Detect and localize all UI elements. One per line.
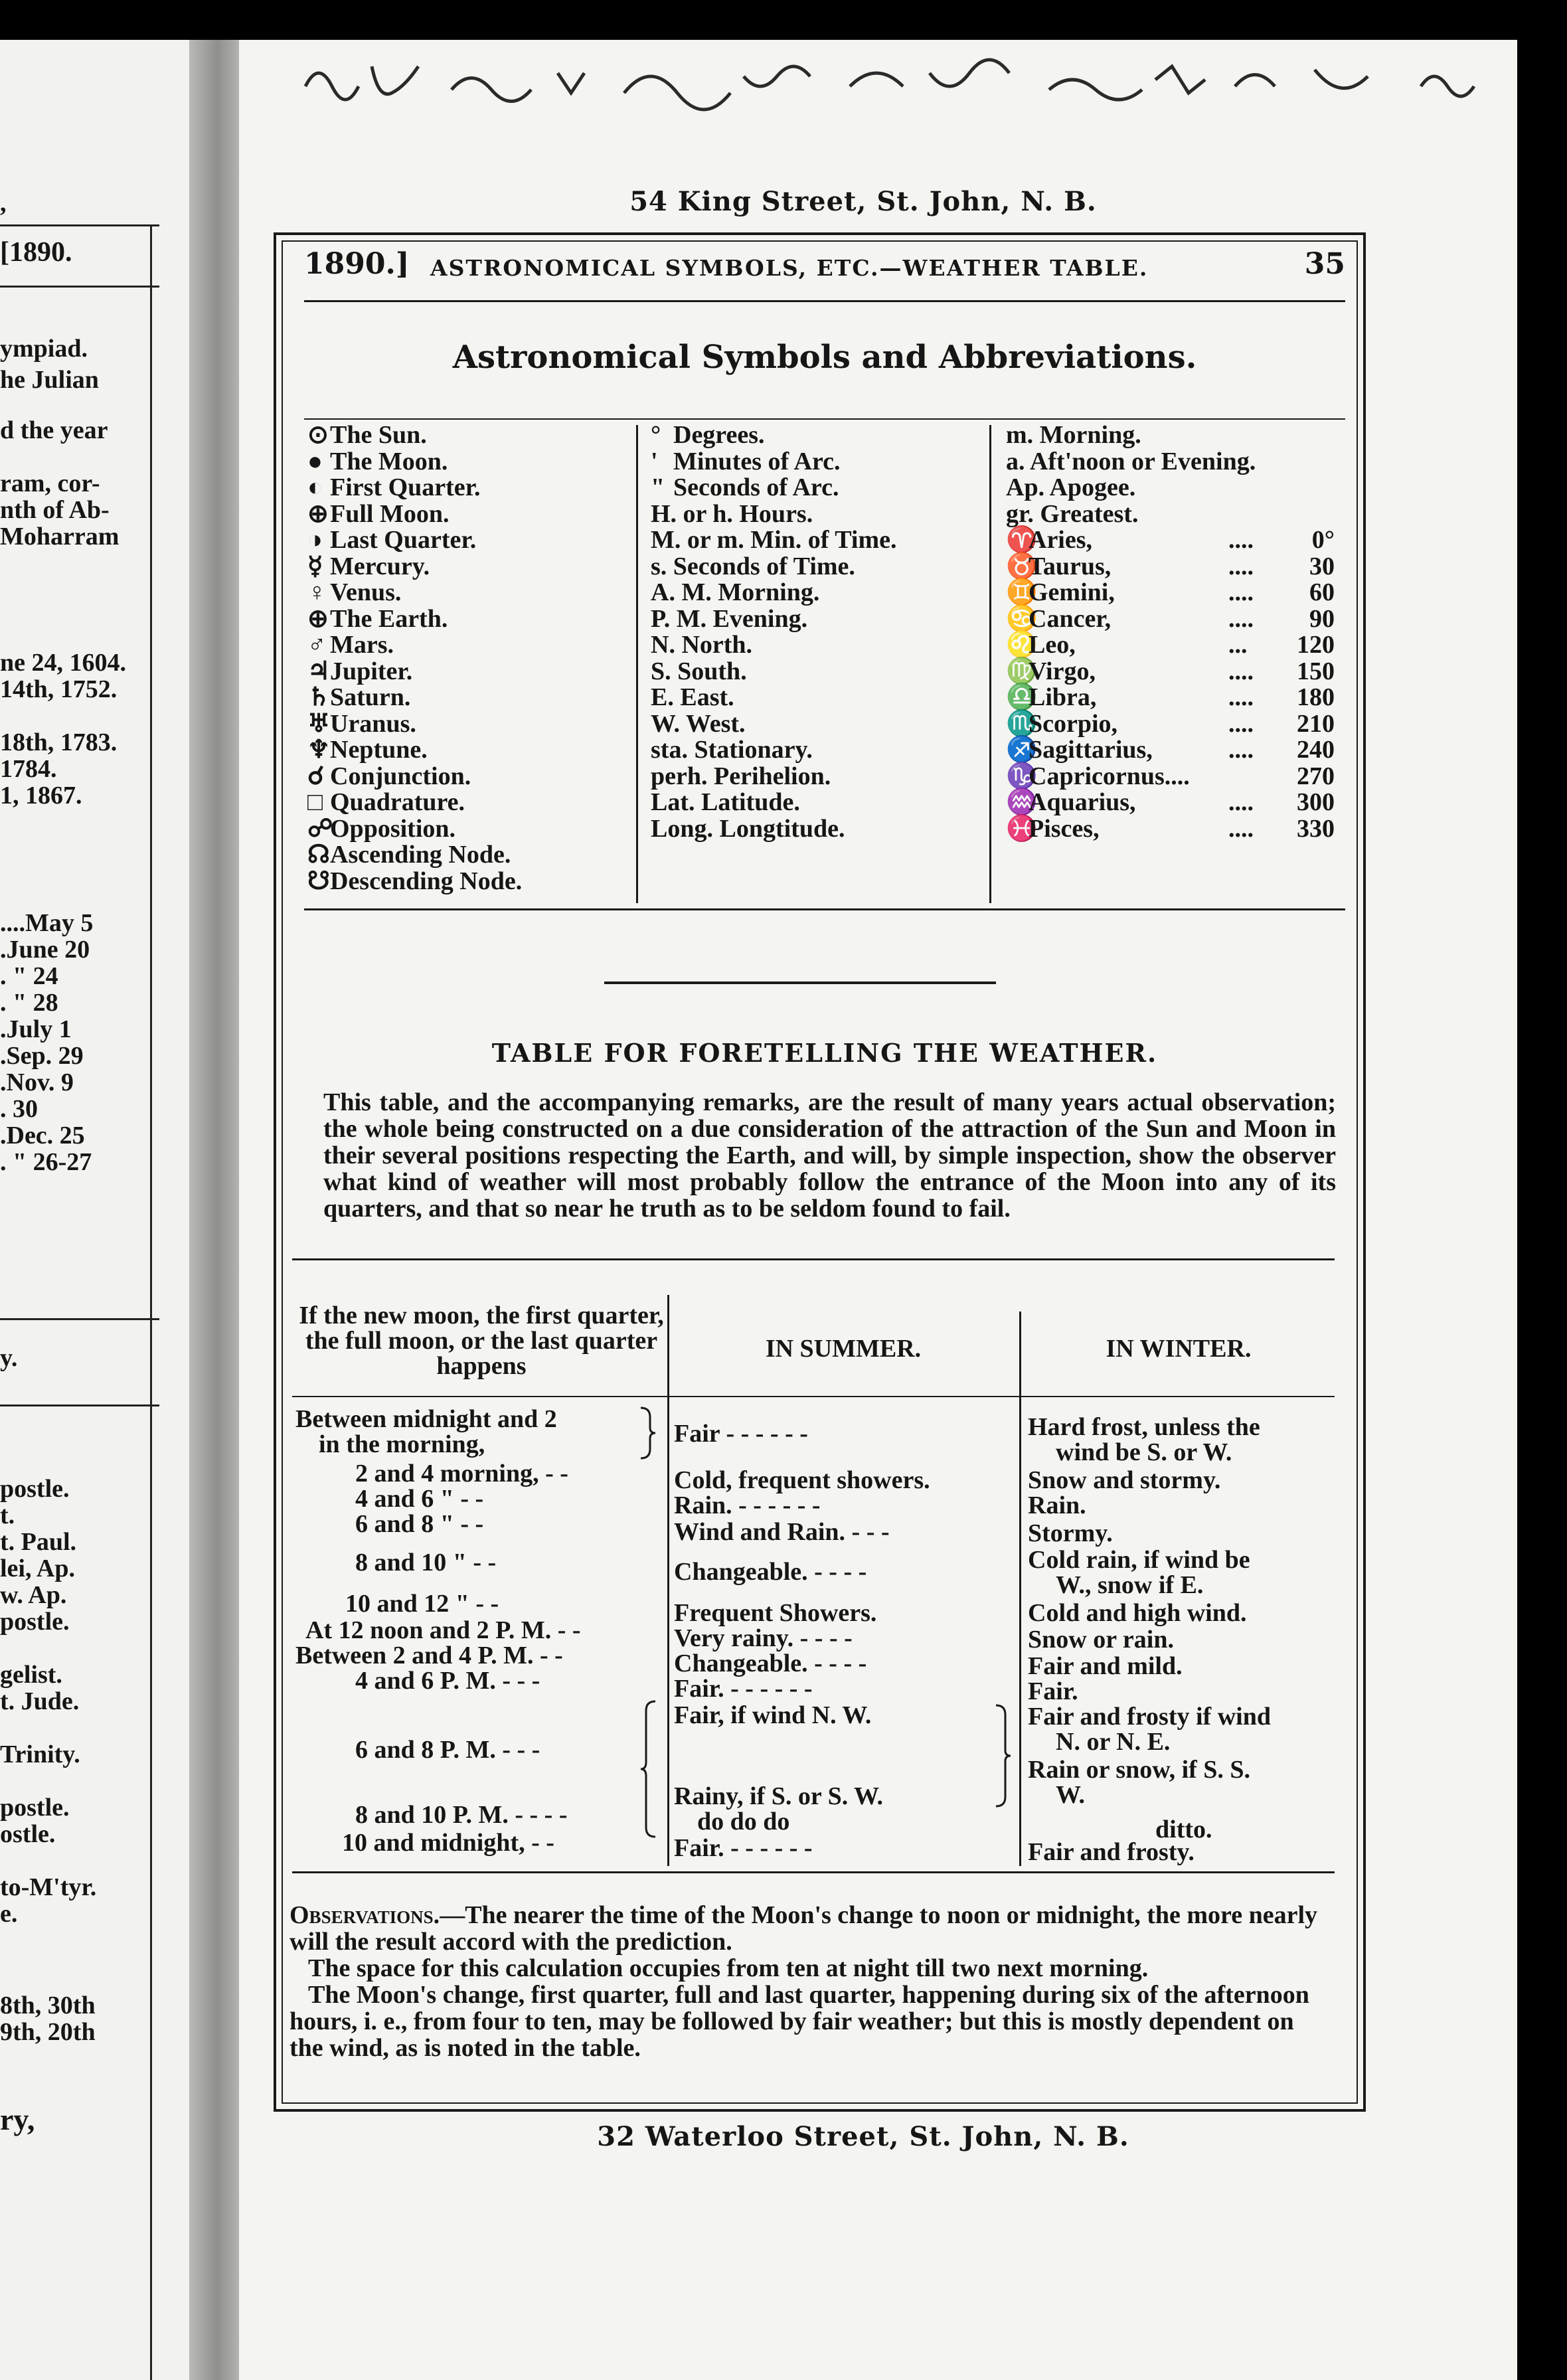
left-fragment: ry, [0, 2102, 35, 2136]
right-edge-shadow [1517, 40, 1567, 2380]
running-head-year: 1890.] [304, 247, 410, 281]
zodiac-row [1006, 816, 1335, 843]
list-item: H. or h. Hours. [651, 499, 813, 528]
scorpio-icon: ♏ [1006, 709, 1038, 738]
left-page-fragment [0, 40, 199, 2380]
zodiac-row [1006, 711, 1335, 738]
left-fragment: d the year [0, 416, 108, 444]
list-item [307, 422, 522, 449]
left-fragment: 18th, 1783. [0, 728, 118, 756]
symbol-label: Last Quarter. [330, 526, 477, 554]
libra-icon: ♎ [1006, 683, 1038, 711]
winter-cell: Fair and mild. [1028, 1652, 1183, 1680]
list-item: A. M. Morning. [651, 578, 820, 606]
left-fragment: .Sep. 29 [0, 1042, 84, 1070]
list-item: sta. Stationary. [651, 736, 813, 764]
summer-cell: Fair. - - - - - - [674, 1834, 813, 1862]
mercury-icon: ☿ [307, 552, 323, 580]
left-fragment: Moharram [0, 523, 120, 551]
left-rule [0, 1404, 159, 1406]
page-number: 35 [1304, 247, 1345, 281]
symbols-column-2 [651, 422, 896, 842]
column-divider [1019, 1312, 1021, 1866]
handwritten-annotation [279, 46, 1540, 120]
left-fragment: ympiad. [0, 335, 88, 363]
left-rule [0, 224, 159, 226]
zodiac-row [1006, 580, 1335, 606]
zodiac-name: Virgo, [1029, 657, 1096, 685]
left-fragment: t. Paul. [0, 1528, 77, 1556]
left-fragment: .July 1 [0, 1015, 72, 1043]
list-item: Ap. Apogee. [1006, 473, 1136, 501]
winter-cell: W. [1056, 1781, 1086, 1809]
time-cell: Between 2 and 4 P. M. - - [295, 1642, 563, 1669]
zodiac-name: Aquarius, [1029, 788, 1136, 816]
leader-dots: ... [1228, 631, 1248, 659]
zodiac-degrees: 120 [1297, 631, 1335, 659]
list-item: S. South. [651, 657, 747, 685]
left-fragment: y. [0, 1344, 18, 1372]
left-fragment: .Dec. 25 [0, 1122, 85, 1149]
symbol-label: Neptune. [330, 736, 428, 764]
list-item: Long. Longtitude. [651, 814, 845, 843]
abbrev-label: Degrees. [673, 421, 765, 449]
symbol-label: Opposition. [330, 814, 456, 843]
observations [289, 1902, 1332, 2061]
astronomical-symbols-title: Astronomical Symbols and Abbreviations. [452, 339, 1197, 376]
last-quarter-icon: ◑ [307, 526, 323, 554]
time-cell: 10 and 12 " - - [345, 1590, 499, 1618]
list-item [307, 816, 522, 843]
zodiac-degrees: 180 [1297, 683, 1335, 711]
zodiac-row [1006, 527, 1335, 554]
left-rule [0, 1318, 159, 1320]
list-item [307, 737, 522, 764]
observations-lead: Observations. [289, 1901, 440, 1929]
symbols-column-3 [1006, 422, 1335, 842]
left-fragment: w. Ap. [0, 1581, 67, 1609]
aquarius-icon: ♒ [1006, 788, 1038, 816]
left-fragment: 8th, 30th [0, 1992, 96, 2019]
gemini-icon: ♊ [1006, 578, 1038, 606]
second-icon: " [651, 473, 665, 501]
divider [292, 1871, 1335, 1873]
capricornus-icon: ♑ [1006, 762, 1038, 790]
list-item [307, 606, 522, 633]
zodiac-row [1006, 764, 1335, 790]
winter-cell: Rain. [1028, 1491, 1086, 1519]
abbrev-label: Minutes of Arc. [673, 447, 841, 475]
list-item: Lat. Latitude. [651, 788, 800, 816]
summer-cell: Changeable. - - - - [674, 1650, 867, 1677]
cancer-icon: ♋ [1006, 604, 1038, 633]
virgo-icon: ♍ [1006, 657, 1038, 685]
footer-address: 32 Waterloo Street, St. John, N. B. [597, 2121, 1129, 2152]
winter-cell: Hard frost, unless the [1028, 1413, 1260, 1441]
left-fragment: ostle. [0, 1820, 56, 1848]
zodiac-name: Taurus, [1029, 552, 1112, 580]
list-item [307, 711, 522, 738]
zodiac-row [1006, 554, 1335, 580]
leader-dots: .... [1228, 736, 1254, 764]
zodiac-name: Leo, [1029, 631, 1076, 659]
short-divider [604, 981, 996, 984]
symbol-label: Jupiter. [330, 657, 413, 685]
left-fragment: postle. [0, 1794, 70, 1822]
summer-cell: do do do [697, 1808, 790, 1835]
left-fragment: .Nov. 9 [0, 1068, 74, 1096]
time-cell: 4 and 6 " - - [355, 1485, 484, 1513]
divider [292, 1396, 1335, 1397]
quadrature-icon: □ [307, 788, 323, 816]
summer-cell: Frequent Showers. [674, 1599, 877, 1627]
leader-dots: .... [1228, 709, 1254, 738]
symbol-label: The Earth. [330, 604, 448, 633]
list-item [307, 449, 522, 475]
left-fragment: 1, 1867. [0, 782, 82, 809]
zodiac-degrees: 60 [1309, 578, 1335, 606]
summer-cell: Wind and Rain. - - - [674, 1518, 890, 1546]
leader-dots: .... [1228, 604, 1254, 633]
left-fragment: [1890. [0, 237, 72, 268]
left-fragment: t. [0, 1501, 15, 1529]
summer-cell: Rainy, if S. or S. W. [674, 1782, 884, 1810]
taurus-icon: ♉ [1006, 552, 1038, 580]
aries-icon: ♈ [1006, 526, 1038, 554]
zodiac-name: Gemini, [1029, 578, 1115, 606]
moon-icon: ● [307, 447, 323, 475]
winter-cell: N. or N. E. [1056, 1728, 1171, 1756]
list-item: W. West. [651, 709, 746, 738]
left-fragment: , [0, 189, 7, 217]
summer-cell: Rain. - - - - - - [674, 1491, 821, 1519]
zodiac-degrees: 240 [1297, 736, 1335, 764]
list-item [307, 790, 522, 816]
zodiac-name: Pisces, [1029, 814, 1100, 843]
divider [304, 908, 1345, 910]
winter-cell: Snow or rain. [1028, 1626, 1174, 1654]
winter-cell: Cold and high wind. [1028, 1599, 1247, 1627]
leader-dots: .... [1228, 657, 1254, 685]
left-fragment: nth of Ab- [0, 496, 110, 524]
pisces-icon: ♓ [1006, 814, 1038, 843]
left-fragment: .June 20 [0, 936, 90, 964]
column-divider [636, 425, 638, 903]
time-cell: 8 and 10 P. M. - - - - [355, 1801, 568, 1829]
symbol-label: First Quarter. [330, 473, 481, 501]
minute-icon: ' [651, 447, 658, 475]
left-fragment: postle. [0, 1608, 70, 1636]
winter-cell: ditto. [1155, 1816, 1212, 1843]
observations-paragraph-1 [289, 1902, 1332, 1955]
earth-icon: ⊕ [307, 604, 329, 633]
observations-paragraph-2: The space for this calculation occupies from ten at night till two next morning. [308, 1954, 1149, 1982]
observations-text: —The nearer the time of the Moon's change to noon or midnight, the more nearly will the result accord with the prediction. [289, 1901, 1318, 1956]
zodiac-name: Capricornus.... [1029, 762, 1190, 790]
bracket-icon [639, 1700, 659, 1839]
list-item [307, 554, 522, 580]
list-item: perh. Perihelion. [651, 762, 831, 790]
zodiac-row [1006, 685, 1335, 711]
symbol-label: Full Moon. [330, 499, 450, 528]
symbol-label: Uranus. [330, 709, 416, 738]
list-item [651, 422, 896, 449]
summer-cell: Very rainy. - - - - [674, 1624, 853, 1652]
winter-cell: Fair and frosty. [1028, 1838, 1195, 1866]
running-head-title: ASTRONOMICAL SYMBOLS, ETC.—WEATHER TABLE. [430, 255, 1149, 281]
conjunction-icon: ☌ [307, 762, 325, 790]
left-fragment: gelist. [0, 1661, 62, 1689]
zodiac-degrees: 90 [1309, 604, 1335, 633]
venus-icon: ♀ [307, 578, 327, 606]
list-item [307, 527, 522, 554]
list-item: a. Aft'noon or Evening. [1006, 447, 1256, 475]
zodiac-row [1006, 659, 1335, 685]
full-moon-icon: ⊕ [307, 499, 329, 528]
symbol-label: Conjunction. [330, 762, 471, 790]
winter-cell: W., snow if E. [1056, 1571, 1204, 1599]
time-cell: 6 and 8 P. M. - - - [355, 1736, 540, 1764]
time-cell: 8 and 10 " - - [355, 1549, 497, 1576]
zodiac-degrees: 270 [1297, 762, 1335, 790]
list-item: s. Seconds of Time. [651, 552, 855, 580]
list-item [307, 501, 522, 528]
summer-cell: Cold, frequent showers. [674, 1466, 930, 1494]
leader-dots: .... [1228, 526, 1254, 554]
leader-dots: .... [1228, 578, 1254, 606]
winter-cell: Fair. [1028, 1677, 1078, 1705]
zodiac-row [1006, 632, 1335, 659]
opposition-icon: ☍ [307, 814, 333, 843]
list-item [307, 580, 522, 606]
sun-icon: ⊙ [307, 421, 329, 449]
symbol-label: Quadrature. [330, 788, 465, 816]
left-fragment: 1784. [0, 755, 57, 783]
symbol-label: The Sun. [330, 421, 427, 449]
winter-cell: wind be S. or W. [1056, 1438, 1232, 1466]
divider [292, 1258, 1335, 1260]
list-item: N. North. [651, 631, 753, 659]
symbol-label: The Moon. [330, 447, 448, 475]
ascending-node-icon: ☊ [307, 841, 330, 869]
left-fragment: to-M'tyr. [0, 1873, 97, 1901]
leo-icon: ♌ [1006, 631, 1038, 659]
time-cell: 6 and 8 " - - [355, 1510, 484, 1538]
list-item [307, 685, 522, 711]
summer-cell: Changeable. - - - - [674, 1558, 867, 1586]
winter-cell: Cold rain, if wind be [1028, 1546, 1250, 1574]
leader-dots: .... [1228, 683, 1254, 711]
left-vertical-rule [150, 224, 152, 2380]
left-fragment: . 30 [0, 1095, 38, 1123]
zodiac-row [1006, 606, 1335, 633]
moon-header: If the new moon, the first quarter, the full moon, or the last quarter happens [299, 1302, 664, 1380]
leader-dots: .... [1228, 814, 1254, 843]
winter-cell: Snow and stormy. [1028, 1466, 1221, 1494]
symbol-label: Mars. [330, 631, 394, 659]
degree-icon: ° [651, 421, 661, 449]
jupiter-icon: ♃ [307, 657, 331, 685]
bracket-icon [637, 1406, 657, 1460]
symbol-label: Descending Node. [330, 867, 523, 895]
weather-table-title: TABLE FOR FORETELLING THE WEATHER. [491, 1038, 1158, 1068]
divider [304, 300, 1345, 302]
zodiac-degrees: 30 [1309, 552, 1335, 580]
zodiac-name: Sagittarius, [1029, 736, 1153, 764]
descending-node-icon: ☋ [307, 867, 330, 895]
symbol-label: Ascending Node. [330, 841, 511, 869]
zodiac-degrees: 300 [1297, 788, 1335, 816]
list-item [307, 659, 522, 685]
zodiac-name: Aries, [1029, 526, 1093, 554]
summer-cell: Fair - - - - - - [674, 1420, 808, 1448]
left-fragment: t. Jude. [0, 1687, 80, 1715]
column-divider [989, 425, 991, 903]
running-head [304, 247, 1345, 294]
summer-cell: Fair. - - - - - - [674, 1675, 813, 1703]
zodiac-name: Scorpio, [1029, 709, 1118, 738]
left-fragment: . " 28 [0, 989, 58, 1017]
list-item: gr. Greatest. [1006, 499, 1139, 528]
sagittarius-icon: ♐ [1006, 736, 1038, 764]
observations-paragraph-3: The Moon's change, first quarter, full and last quarter, happening during six of the afternoon hours, i. e., from four to ten, may be followed by fair weather; but this is mostly dependent on the wind, as is noted in the table. [289, 1981, 1309, 2062]
symbol-label: Saturn. [330, 683, 411, 711]
list-item [651, 449, 896, 475]
leader-dots: .... [1228, 788, 1254, 816]
list-item [307, 632, 522, 659]
left-fragment: he Julian [0, 366, 99, 394]
left-rule [0, 286, 159, 288]
time-cell: 2 and 4 morning, - - [355, 1460, 568, 1488]
zodiac-name: Cancer, [1029, 604, 1112, 633]
divider [304, 418, 1345, 420]
list-item: P. M. Evening. [651, 604, 808, 633]
list-item: E. East. [651, 683, 734, 711]
summer-header: IN SUMMER. [765, 1335, 922, 1363]
zodiac-name: Libra, [1029, 683, 1097, 711]
summer-cell: Fair, if wind N. W. [674, 1701, 872, 1729]
left-fragment: ram, cor- [0, 469, 100, 497]
list-item [307, 842, 522, 869]
neptune-icon: ♆ [307, 736, 331, 764]
uranus-icon: ♅ [307, 709, 331, 738]
left-fragment: ne 24, 1604. [0, 649, 126, 677]
bracket-icon [993, 1704, 1013, 1810]
weather-intro [323, 1089, 1336, 1222]
saturn-icon: ♄ [307, 683, 331, 711]
handwriting-scribble [279, 46, 1540, 120]
time-cell: At 12 noon and 2 P. M. - - [305, 1616, 581, 1644]
list-item [307, 764, 522, 790]
winter-cell: Fair and frosty if wind [1028, 1703, 1271, 1731]
left-fragment: ....May 5 [0, 909, 94, 937]
left-fragment: . " 24 [0, 962, 58, 990]
winter-header: IN WINTER. [1106, 1335, 1252, 1363]
zodiac-row [1006, 737, 1335, 764]
leader-dots: .... [1228, 552, 1254, 580]
first-quarter-icon: ◐ [307, 473, 323, 501]
list-item: m. Morning. [1006, 421, 1141, 449]
time-cell: 10 and midnight, - - [342, 1829, 554, 1857]
left-fragment: Trinity. [0, 1741, 80, 1768]
time-cell: in the morning, [319, 1430, 485, 1458]
list-item [307, 475, 522, 501]
left-fragment: . " 26-27 [0, 1148, 92, 1176]
zodiac-degrees: 150 [1297, 657, 1335, 685]
left-fragment: 9th, 20th [0, 2018, 96, 2046]
time-cell: Between midnight and 2 [295, 1405, 557, 1433]
left-fragment: e. [0, 1900, 18, 1928]
zodiac-row [1006, 790, 1335, 816]
symbols-column-1 [307, 422, 522, 894]
symbol-label: Venus. [330, 578, 402, 606]
header-address: 54 King Street, St. John, N. B. [629, 186, 1097, 217]
zodiac-degrees: 0° [1311, 526, 1335, 554]
left-fragment: 14th, 1752. [0, 675, 118, 703]
time-cell: 4 and 6 P. M. - - - [355, 1667, 540, 1695]
list-item: M. or m. Min. of Time. [651, 526, 897, 554]
list-item [307, 869, 522, 895]
abbrev-label: Seconds of Arc. [673, 473, 839, 501]
symbol-label: Mercury. [330, 552, 430, 580]
winter-cell: Rain or snow, if S. S. [1028, 1756, 1251, 1784]
left-fragment: lei, Ap. [0, 1555, 75, 1582]
intro-paragraph: This table, and the accompanying remarks, are the result of many years actual observation; the whole being constructed on a due consideration of the attraction of the Sun and Moon in their several positions respecting the Earth, and will, by simple inspection, show the observer what kind of weather will most probably follow the entrance of the Moon into any of its quarters, and that so near he truth as to be seldom found to fail. [323, 1088, 1336, 1223]
column-divider [667, 1295, 669, 1866]
zodiac-degrees: 330 [1297, 814, 1335, 843]
zodiac-degrees: 210 [1297, 709, 1335, 738]
list-item [651, 475, 896, 501]
left-fragment: postle. [0, 1475, 70, 1503]
winter-cell: Stormy. [1028, 1519, 1113, 1547]
mars-icon: ♂ [307, 631, 327, 659]
